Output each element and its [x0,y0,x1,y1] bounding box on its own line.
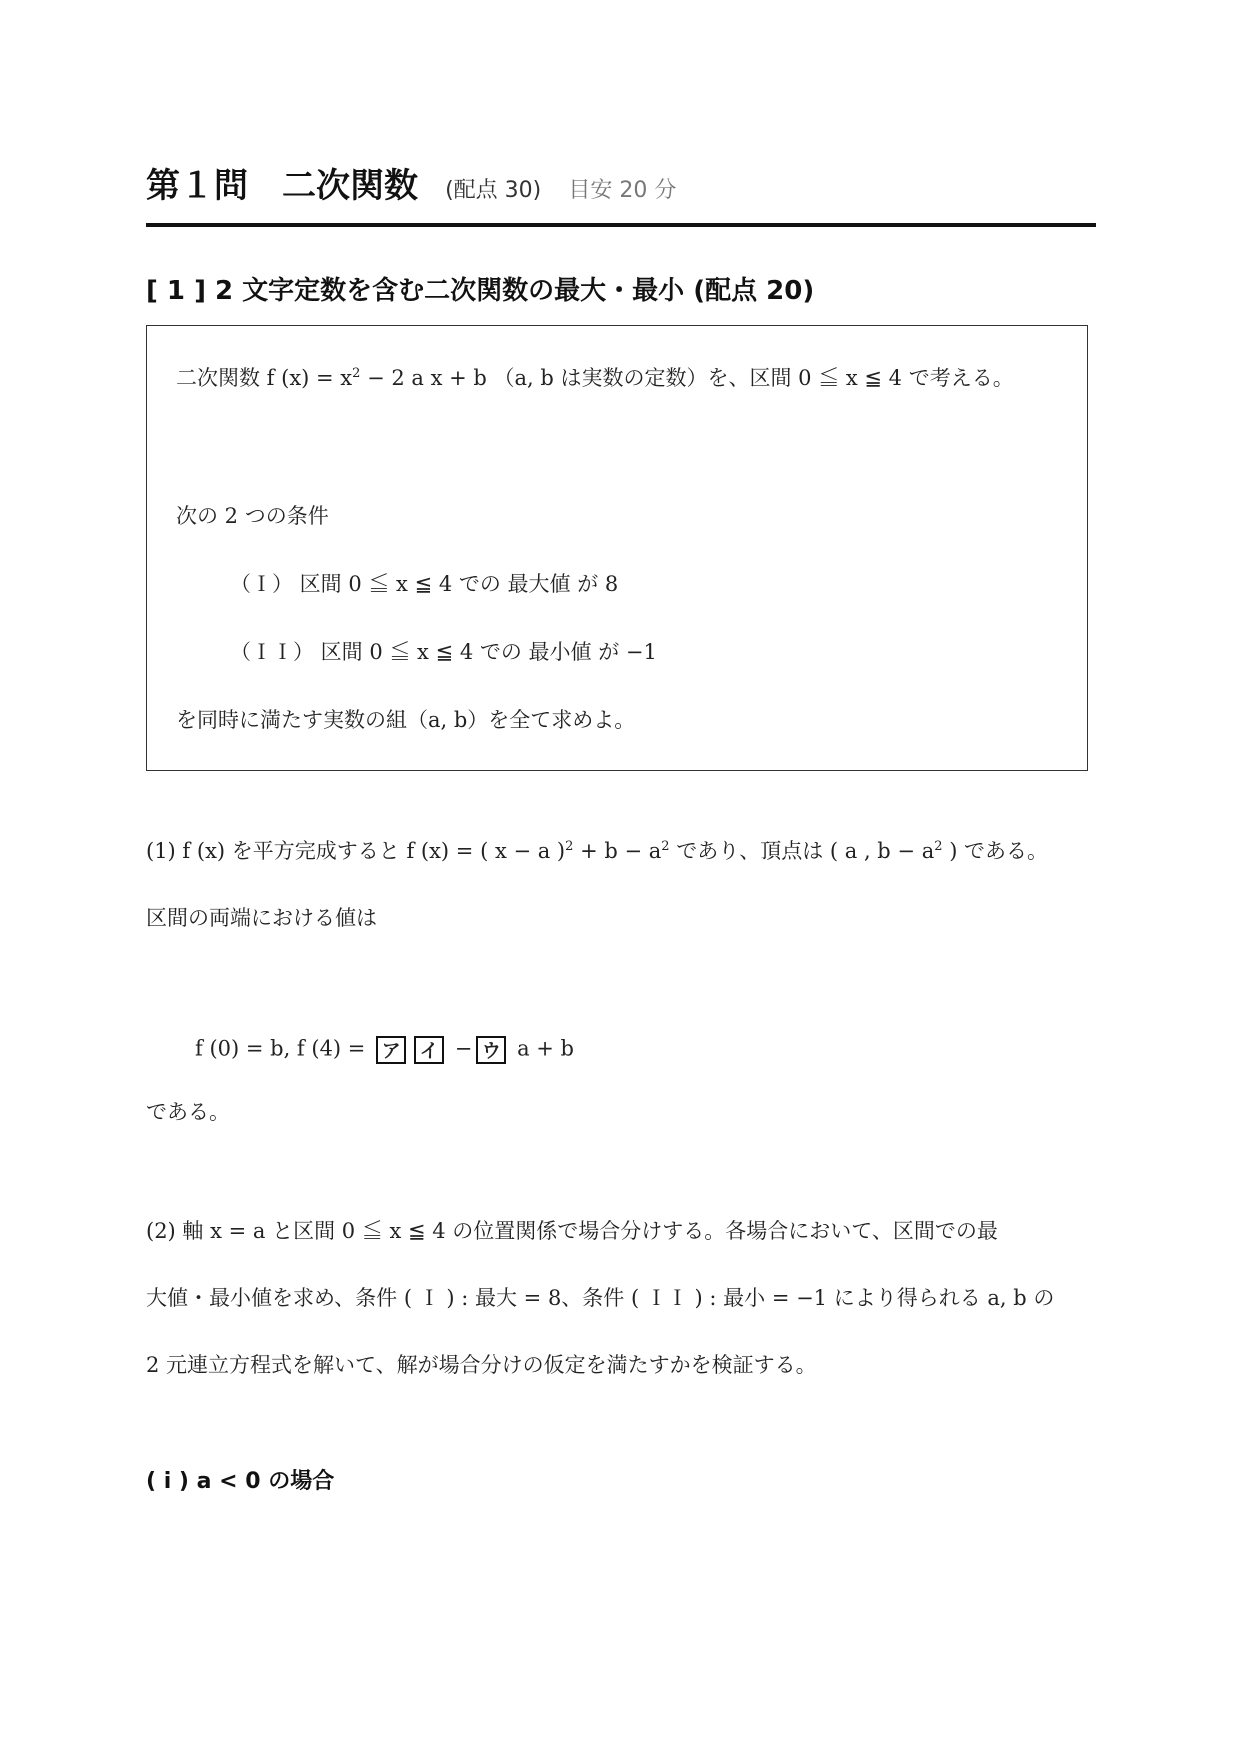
answer-box-a[interactable]: ア [376,1036,406,1064]
part2-line1: (2) 軸 x = a と区間 0 ≦ x ≦ 4 の位置関係で場合分けする。各場合において、区間での最 [146,1219,998,1243]
part2-line3: 2 元連立方程式を解いて、解が場合分けの仮定を満たすかを検証する。 [146,1353,817,1377]
part1-line1: (1) f (x) を平方完成すると f (x) = ( x − a )$^2 + b - a^2$ であり、頂点は ( a , $b - a^2$ ) である。 [146,839,1049,863]
part2-line2: 大値・最小値を求め、条件 ( Ｉ ) : 最大 = 8、条件 ( ＩＩ ) : 最小 = −1 により得られる a, b の [146,1286,1055,1310]
answer-box-u[interactable]: ウ [476,1036,506,1064]
part1-line2: 区間の両端における値は [146,906,377,930]
points-label: (配点 30) [445,178,542,203]
section-title: [ 1 ] 2 文字定数を含む二次関数の最大・最小 (配点 20) [146,276,815,306]
problem-header [146,158,1096,206]
header-rule [146,223,1096,227]
time-estimate: 目安 20 分 [568,178,677,203]
part1-formula: f (0) = b, f (4) = ア イ − ウ a + b [195,1036,574,1062]
answer-box-i[interactable]: イ [414,1036,444,1064]
condition-2: （ＩＩ） 区間 0 ≦ x ≦ 4 での 最小値 が −1 [230,640,657,664]
case-i-heading: ( i ) a < 0 の場合 [146,1469,335,1494]
problem-statement: 二次関数 f $(x) = x^2 - 2$ a x + b （a, b は実数の定数）を、区間 0 ≦ x ≦ 4 で考える。 [176,366,1014,390]
part1-line3: である。 [146,1100,230,1124]
problem-title: 第１問 二次関数 [146,166,418,206]
problem-closing: を同時に満たす実数の組（a, b）を全て求めよ。 [176,708,636,732]
conditions-intro: 次の 2 つの条件 [176,504,329,528]
condition-1: （Ｉ） 区間 0 ≦ x ≦ 4 での 最大値 が 8 [230,572,619,596]
